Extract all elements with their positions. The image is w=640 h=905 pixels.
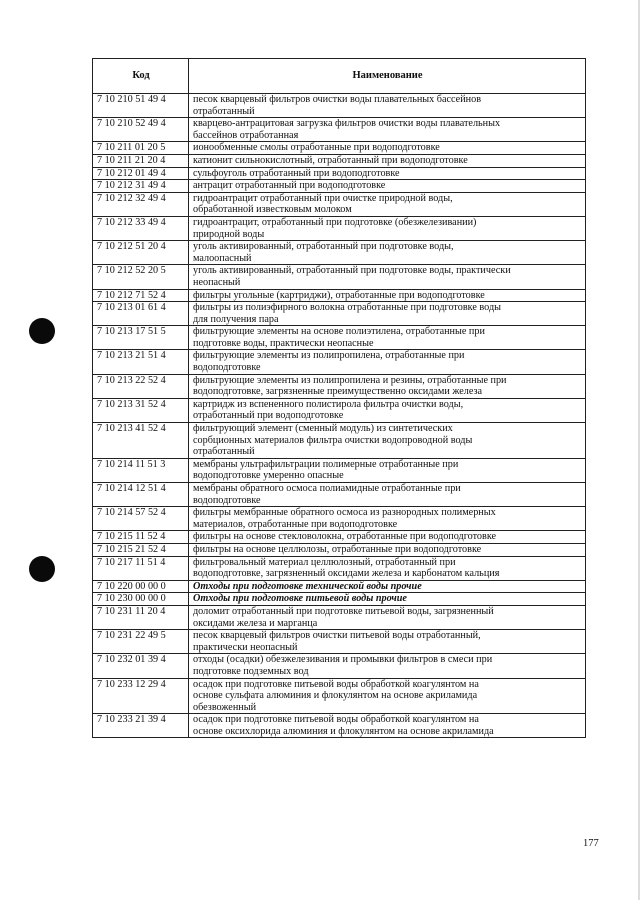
table-row	[93, 142, 586, 155]
header-name: Наименование	[189, 59, 586, 94]
waste-name	[189, 556, 586, 580]
waste-code: 7 10 213 17 51 5	[93, 326, 189, 350]
table-row	[93, 167, 586, 180]
punch-hole-top	[29, 318, 55, 344]
waste-name	[189, 216, 586, 240]
waste-name-line: отработанный при водоподготовке	[193, 410, 344, 422]
waste-name	[189, 458, 586, 482]
waste-name-line: сульфоуголь отработанный при водоподготовке	[193, 167, 400, 179]
waste-name-line: основе оксихлорида алюминия и флокулянтом на основе акриламида	[193, 725, 494, 737]
table-row	[93, 423, 586, 459]
waste-code: 7 10 233 12 29 4	[93, 678, 189, 714]
waste-code: 7 10 213 22 52 4	[93, 374, 189, 398]
table-row	[93, 714, 586, 738]
table-row	[93, 556, 586, 580]
table-row	[93, 374, 586, 398]
waste-name-line: водоподготовке, загрязненный оксидами железа и карбонатом кальция	[193, 568, 500, 580]
waste-name-line: природной воды	[193, 228, 265, 240]
waste-name-line: мембраны ультрафильтрации полимерные отработанные при	[193, 458, 459, 470]
waste-name-line: фильтры на основе целлюлозы, отработанные при водоподготовке	[193, 543, 482, 555]
waste-code: 7 10 214 57 52 4	[93, 507, 189, 531]
waste-name	[189, 654, 586, 678]
waste-code: 7 10 212 32 49 4	[93, 192, 189, 216]
waste-name	[189, 507, 586, 531]
waste-name-line: водоподготовке	[193, 362, 261, 374]
waste-name	[189, 580, 586, 593]
table-row	[93, 507, 586, 531]
waste-name-line: уголь активированный, отработанный при подготовке воды, практически	[193, 265, 511, 277]
table-row-section	[93, 593, 586, 606]
waste-name	[189, 118, 586, 142]
waste-name-line: осадок при подготовке питьевой воды обработкой коагулянтом на	[193, 678, 479, 690]
table-row	[93, 216, 586, 240]
waste-name-line: отработанный	[193, 105, 255, 117]
waste-code: 7 10 211 21 20 4	[93, 154, 189, 167]
table-row	[93, 350, 586, 374]
waste-name	[189, 531, 586, 544]
waste-name	[189, 678, 586, 714]
table-row-section	[93, 580, 586, 593]
waste-name-line: гидроантрацит, отработанный при подготовке (обезжелезивании)	[193, 216, 477, 228]
waste-name-line: фильтрующие элементы из полипропилена и резины, отработанные при	[193, 374, 507, 386]
waste-code: 7 10 213 21 51 4	[93, 350, 189, 374]
waste-code: 7 10 231 22 49 5	[93, 630, 189, 654]
waste-name-line: практически неопасный	[193, 641, 298, 653]
waste-name-line: фильтры угольные (картриджи), отработанные при водоподготовке	[193, 289, 485, 301]
waste-name	[189, 593, 586, 606]
waste-name	[189, 94, 586, 118]
waste-code: 7 10 214 11 51 3	[93, 458, 189, 482]
waste-code: 7 10 213 41 52 4	[93, 423, 189, 459]
waste-name-line: фильтрующие элементы на основе полиэтилена, отработанные при	[193, 326, 485, 338]
waste-name-line: гидроантрацит отработанный при очистке природной воды,	[193, 192, 453, 204]
table-header-row	[93, 59, 586, 94]
table-row	[93, 154, 586, 167]
waste-name-line: сорбционных материалов фильтра очистки водопроводной воды	[193, 434, 473, 446]
waste-name-line: водоподготовке	[193, 494, 261, 506]
waste-name	[189, 180, 586, 193]
waste-name-line: отходы (осадки) обезжелезивания и промывки фильтров в смеси при	[193, 654, 493, 666]
table-row	[93, 398, 586, 422]
waste-name	[189, 302, 586, 326]
waste-name-line: обезвоженный	[193, 701, 257, 713]
waste-name	[189, 423, 586, 459]
table-row	[93, 94, 586, 118]
waste-name-line: фильтры на основе стекловолокна, отработанные при водоподготовке	[193, 531, 497, 543]
table-row	[93, 654, 586, 678]
waste-name-line: Отходы при подготовке технической воды прочие	[193, 580, 422, 592]
waste-name-line: доломит отработанный при подготовке питьевой воды, загрязненный	[193, 605, 494, 617]
waste-code: 7 10 212 71 52 4	[93, 289, 189, 302]
table-row	[93, 543, 586, 556]
waste-name-line: отработанный	[193, 446, 255, 458]
punch-hole-bottom	[29, 556, 55, 582]
table-row	[93, 326, 586, 350]
waste-name-line: фильтры мембранные обратного осмоса из разнородных полимерных	[193, 507, 496, 519]
waste-name	[189, 483, 586, 507]
waste-name	[189, 398, 586, 422]
waste-name	[189, 289, 586, 302]
waste-name-line: уголь активированный, отработанный при подготовке воды,	[193, 241, 454, 253]
waste-name	[189, 543, 586, 556]
waste-name-line: фильтры из полиэфирного волокна отработанные при подготовке воды	[193, 302, 501, 314]
waste-name	[189, 714, 586, 738]
waste-code: 7 10 230 00 00 0	[93, 593, 189, 606]
waste-name-line: бассейнов отработанная	[193, 129, 299, 141]
waste-name-line: антрацит отработанный при водоподготовке	[193, 180, 386, 192]
waste-code: 7 10 214 12 51 4	[93, 483, 189, 507]
table-row	[93, 678, 586, 714]
waste-name	[189, 605, 586, 629]
waste-name	[189, 374, 586, 398]
table-row	[93, 531, 586, 544]
waste-code: 7 10 212 33 49 4	[93, 216, 189, 240]
waste-code: 7 10 212 52 20 5	[93, 265, 189, 289]
waste-name-line: материалов, отработанные при водоподготовке	[193, 518, 398, 530]
waste-name-line: малоопасный	[193, 252, 252, 264]
table-row	[93, 265, 586, 289]
waste-code: 7 10 231 11 20 4	[93, 605, 189, 629]
waste-name-line: песок кварцевый фильтров очистки воды плавательных бассейнов	[193, 94, 481, 105]
waste-name	[189, 192, 586, 216]
waste-name-line: фильтрующий элемент (сменный модуль) из синтетических	[193, 423, 453, 435]
waste-code: 7 10 220 00 00 0	[93, 580, 189, 593]
waste-name-line: фильтрующие элементы из полипропилена, отработанные при	[193, 350, 465, 362]
page-number: 177	[583, 838, 599, 849]
waste-name-line: картридж из вспененного полистирола фильтра очистки воды,	[193, 398, 464, 410]
waste-name-line: фильтровальный материал целлюлозный, отработанный при	[193, 556, 456, 568]
waste-code: 7 10 215 11 52 4	[93, 531, 189, 544]
waste-name	[189, 350, 586, 374]
waste-code: 7 10 233 21 39 4	[93, 714, 189, 738]
waste-name-line: неопасный	[193, 276, 241, 288]
waste-code: 7 10 210 52 49 4	[93, 118, 189, 142]
waste-name	[189, 142, 586, 155]
table-row	[93, 483, 586, 507]
waste-code: 7 10 215 21 52 4	[93, 543, 189, 556]
waste-name	[189, 241, 586, 265]
table-row	[93, 192, 586, 216]
table-row	[93, 289, 586, 302]
waste-name	[189, 167, 586, 180]
waste-name-line: осадок при подготовке питьевой воды обработкой коагулянтом на	[193, 714, 479, 726]
waste-name-line: основе сульфата алюминия и флокулянтом на основе акриламида	[193, 690, 478, 702]
table-row	[93, 630, 586, 654]
waste-code: 7 10 212 01 49 4	[93, 167, 189, 180]
table-row	[93, 302, 586, 326]
header-code: Код	[93, 59, 189, 94]
waste-name-line: оксидами железа и марганца	[193, 617, 318, 629]
waste-name-line: кварцево-антрацитовая загрузка фильтров очистки воды плавательных	[193, 118, 501, 130]
waste-name	[189, 630, 586, 654]
waste-name	[189, 265, 586, 289]
waste-classification-table	[92, 58, 586, 738]
waste-name-line: песок кварцевый фильтров очистки питьевой воды отработанный,	[193, 630, 481, 642]
waste-name-line: подготовке подземных вод	[193, 665, 309, 677]
waste-code: 7 10 212 51 20 4	[93, 241, 189, 265]
table-row	[93, 605, 586, 629]
table-row	[93, 458, 586, 482]
waste-name	[189, 154, 586, 167]
table-row	[93, 180, 586, 193]
table-row	[93, 241, 586, 265]
waste-name-line: для получения пара	[193, 313, 279, 325]
waste-name-line: водоподготовке, загрязненные преимущественно оксидами железа	[193, 386, 483, 398]
waste-code: 7 10 232 01 39 4	[93, 654, 189, 678]
table-row	[93, 118, 586, 142]
waste-name-line: подготовке воды, практически неопасные	[193, 337, 374, 349]
waste-name-line: катионит сильнокислотный, отработанный при водоподготовке	[193, 154, 468, 166]
waste-name-line: обработанной известковым молоком	[193, 204, 352, 216]
waste-code: 7 10 212 31 49 4	[93, 180, 189, 193]
waste-name-line: водоподготовке умеренно опасные	[193, 470, 344, 482]
waste-name-line: Отходы при подготовке питьевой воды прочие	[193, 593, 407, 605]
waste-code: 7 10 213 01 61 4	[93, 302, 189, 326]
waste-name	[189, 326, 586, 350]
waste-code: 7 10 211 01 20 5	[93, 142, 189, 155]
waste-name-line: ионообменные смолы отработанные при водоподготовке	[193, 142, 440, 154]
waste-code: 7 10 210 51 49 4	[93, 94, 189, 118]
waste-code: 7 10 213 31 52 4	[93, 398, 189, 422]
waste-code: 7 10 217 11 51 4	[93, 556, 189, 580]
waste-name-line: мембраны обратного осмоса полиамидные отработанные при	[193, 483, 461, 494]
